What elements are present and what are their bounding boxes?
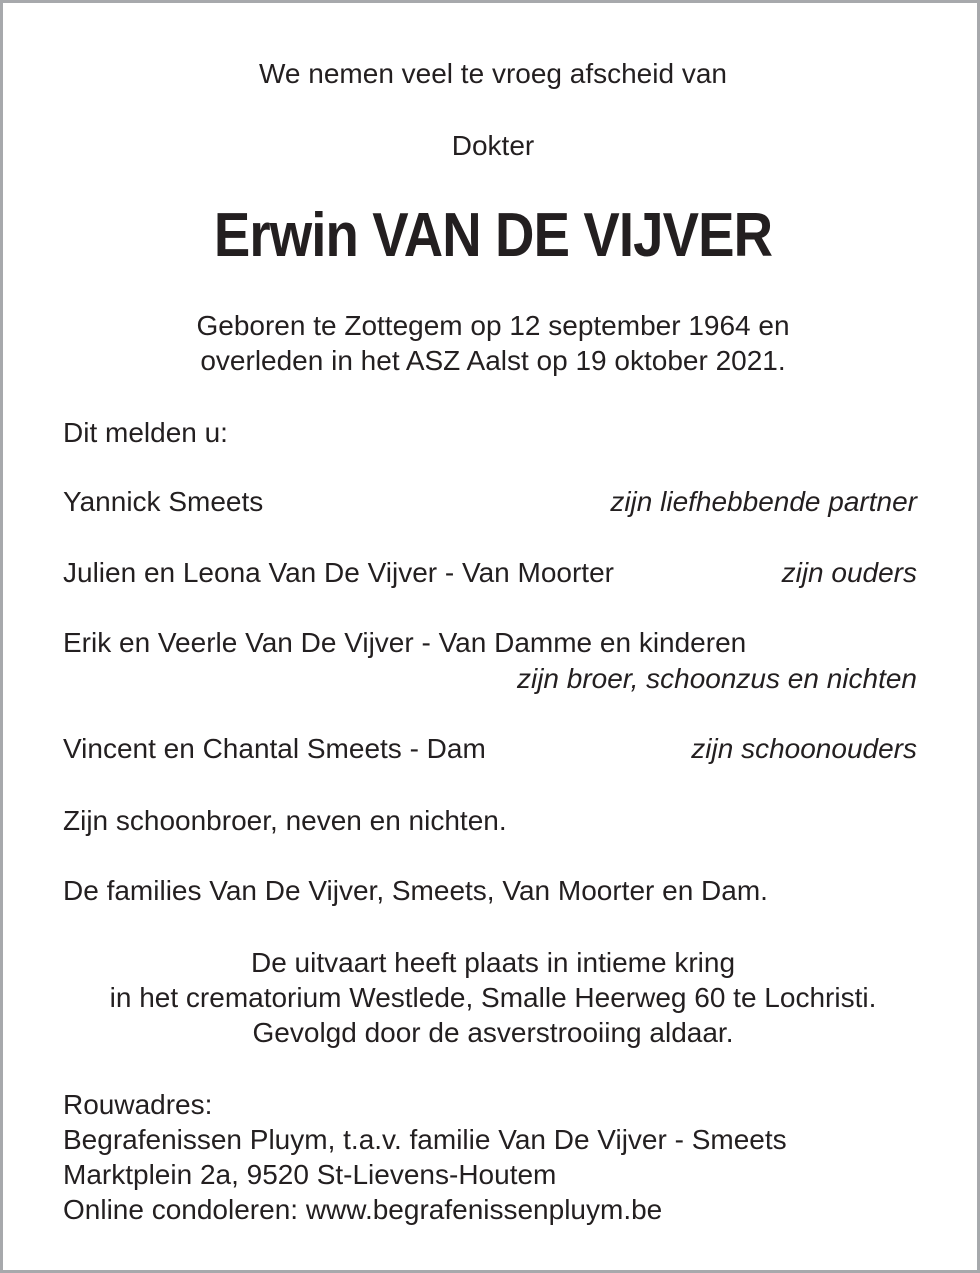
online-label: Online condoleren:: [63, 1194, 299, 1225]
online-condolences: [63, 1193, 662, 1227]
family-relation: zijn schoonouders: [691, 733, 917, 764]
family-name: Julien en Leona Van De Vijver - Van Moorter: [63, 557, 614, 588]
address-line: Marktplein 2a, 9520 St-Lievens-Houtem: [63, 1159, 557, 1190]
funeral-line: Gevolgd door de asverstrooiing aldaar.: [252, 1017, 734, 1048]
extended-family-text: Zijn schoonbroer, neven en nichten.: [63, 805, 507, 836]
address-line: Begrafenissen Pluym, t.a.v. familie Van De Vijver - Smeets: [63, 1124, 787, 1155]
funeral-line: De uitvaart heeft plaats in intieme kring: [250, 947, 736, 978]
family-name: Erik en Veerle Van De Vijver - Van Damme en kinderen: [63, 627, 747, 658]
title-prefix: Dokter: [451, 130, 535, 161]
family-relation: zijn liefhebbende partner: [610, 486, 917, 517]
website-link[interactable]: www.begrafenissenpluym.be: [305, 1194, 663, 1225]
family-relation: zijn broer, schoonzus en nichten: [516, 663, 917, 694]
announce-text: Dit melden u:: [63, 417, 228, 448]
intro-text: We nemen veel te vroeg afscheid van: [259, 58, 727, 89]
funeral-line: in het crematorium Westlede, Smalle Heerweg 60 te Lochristi.: [109, 982, 877, 1013]
families-text: De families Van De Vijver, Smeets, Van Moorter en Dam.: [63, 875, 768, 906]
family-relation: zijn ouders: [781, 557, 917, 588]
birth-line: Geboren te Zottegem op 12 september 1964 en: [196, 310, 790, 341]
family-name: Yannick Smeets: [63, 486, 264, 517]
address-label: Rouwadres:: [63, 1089, 213, 1120]
deceased-name: Erwin VAN DE VIJVER: [213, 201, 773, 270]
family-name: Vincent en Chantal Smeets - Dam: [63, 733, 486, 764]
death-line: overleden in het ASZ Aalst op 19 oktober 2021.: [200, 345, 786, 376]
